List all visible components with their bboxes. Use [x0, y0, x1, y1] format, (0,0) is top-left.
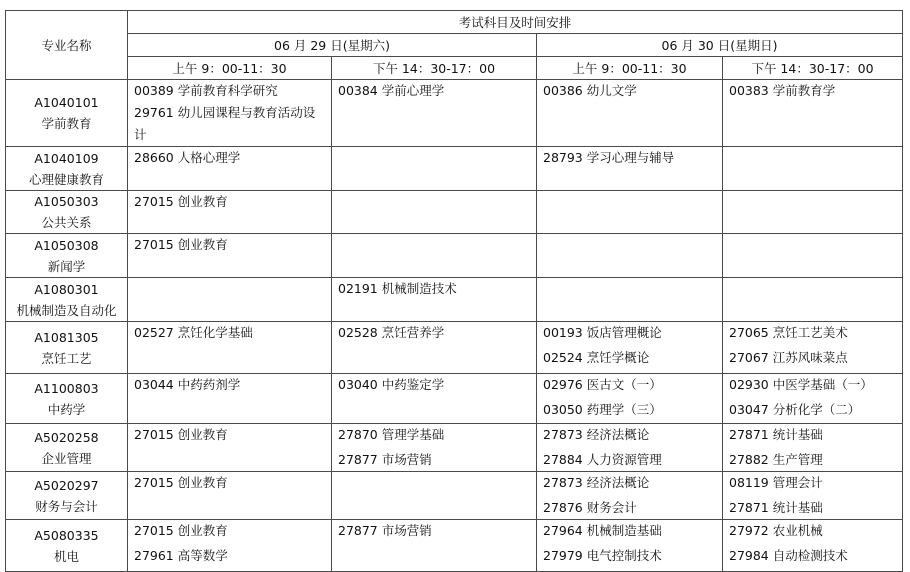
- exam-subject: 27870 管理学基础: [338, 427, 445, 442]
- exam-subject: 27015 创业教育: [134, 475, 228, 490]
- table-row: [6, 80, 903, 147]
- schedule-cell: [332, 234, 537, 278]
- table-row: [6, 278, 903, 322]
- exam-subject: 27015 创业教育: [134, 427, 228, 442]
- exam-schedule-table: [5, 10, 903, 572]
- major-cell: [6, 234, 128, 278]
- schedule-cell: [723, 520, 903, 572]
- exam-subject: 27015 创业教育: [134, 237, 228, 252]
- exam-subject: 02191 机械制造技术: [338, 281, 457, 296]
- major-cell: [6, 147, 128, 191]
- schedule-cell: [332, 278, 537, 322]
- table-row: [6, 424, 903, 472]
- exam-subject: 27871 统计基础: [729, 427, 823, 442]
- day1-am-header: 上午 9：00-11：30: [128, 57, 332, 80]
- schedule-cell: [537, 234, 723, 278]
- major-cell: [6, 322, 128, 374]
- day1-pm-header: 下午 14：30-17：00: [332, 57, 537, 80]
- exam-subject: 27877 市场营销: [338, 452, 432, 467]
- major-code: A1100803: [34, 380, 99, 396]
- schedule-cell: [128, 322, 332, 374]
- schedule-cell: [537, 147, 723, 191]
- major-cell: [6, 472, 128, 520]
- schedule-cell: [332, 147, 537, 191]
- major-cell: [6, 80, 128, 147]
- major-cell: [6, 520, 128, 572]
- major-name: 机电: [53, 548, 79, 564]
- table-row: [6, 472, 903, 520]
- major-name: 财务与会计: [35, 498, 98, 514]
- schedule-cell: [537, 278, 723, 322]
- major-cell: [6, 278, 128, 322]
- schedule-cell: [332, 472, 537, 520]
- schedule-cell: [128, 147, 332, 191]
- schedule-cell: [537, 322, 723, 374]
- exam-subject: 08119 管理会计: [729, 475, 823, 490]
- schedule-group-header: 考试科目及时间安排: [128, 11, 903, 34]
- exam-subject: 27984 自动检测技术: [729, 548, 848, 563]
- day2-pm-header: 下午 14：30-17：00: [723, 57, 903, 80]
- exam-subject: 00389 学前教育科学研究: [134, 83, 278, 98]
- schedule-cell: [537, 374, 723, 424]
- exam-subject: 27015 创业教育: [134, 194, 228, 209]
- schedule-cell: [537, 472, 723, 520]
- exam-subject: 27876 财务会计: [543, 500, 637, 515]
- major-cell: [6, 191, 128, 234]
- major-code: A1081305: [34, 329, 99, 345]
- major-cell: [6, 424, 128, 472]
- schedule-cell: [537, 191, 723, 234]
- exam-subject: 27979 电气控制技术: [543, 548, 662, 563]
- schedule-cell: [723, 278, 903, 322]
- exam-subject: 00386 幼儿文学: [543, 83, 637, 98]
- major-cell: [6, 374, 128, 424]
- exam-subject: 02976 医古文（一）: [543, 377, 662, 392]
- day2-header: 06 月 30 日(星期日): [537, 34, 903, 57]
- exam-subject: 27972 农业机械: [729, 523, 823, 538]
- exam-subject: 27067 江苏风味菜点: [729, 350, 848, 365]
- exam-subject: 27015 创业教育: [134, 523, 228, 538]
- exam-subject: 27873 经济法概论: [543, 475, 650, 490]
- exam-subject: 00383 学前教育学: [729, 83, 836, 98]
- exam-subject: 27871 统计基础: [729, 500, 823, 515]
- exam-subject: 27884 人力资源管理: [543, 452, 662, 467]
- major-code: A1040101: [34, 95, 99, 110]
- major-name: 学前教育: [41, 116, 92, 131]
- table-row: [6, 234, 903, 278]
- major-header: 专业名称: [6, 11, 128, 80]
- schedule-cell: [723, 147, 903, 191]
- table-row: [6, 322, 903, 374]
- major-name: 新闻学: [47, 258, 86, 274]
- schedule-cell: [723, 80, 903, 147]
- schedule-cell: [537, 520, 723, 572]
- exam-subject: 27964 机械制造基础: [543, 523, 662, 538]
- major-code: A5080335: [34, 527, 99, 543]
- major-code: A1050308: [34, 237, 99, 253]
- schedule-cell: [537, 424, 723, 472]
- major-name: 企业管理: [41, 450, 92, 466]
- exam-subject: 03044 中药药剂学: [134, 377, 241, 392]
- schedule-cell: [128, 234, 332, 278]
- major-name: 心理健康教育: [28, 171, 104, 187]
- schedule-cell: [723, 424, 903, 472]
- schedule-cell: [332, 424, 537, 472]
- exam-subject: 27882 生产管理: [729, 452, 823, 467]
- schedule-cell: [128, 520, 332, 572]
- schedule-cell: [723, 234, 903, 278]
- exam-subject: 02527 烹饪化学基础: [134, 325, 253, 340]
- schedule-cell: [128, 278, 332, 322]
- exam-subject: 02930 中医学基础（一）: [729, 377, 873, 392]
- schedule-cell: [332, 520, 537, 572]
- major-code: A5020297: [34, 477, 99, 493]
- major-name: 机械制造及自动化: [16, 302, 117, 318]
- exam-subject: 28660 人格心理学: [134, 150, 241, 165]
- major-code: A1080301: [34, 281, 99, 297]
- exam-subject: 27877 市场营销: [338, 523, 432, 538]
- exam-subject: 03040 中药鉴定学: [338, 377, 445, 392]
- schedule-cell: [723, 322, 903, 374]
- exam-subject: 27961 高等数学: [134, 548, 228, 563]
- exam-subject: 27873 经济法概论: [543, 427, 650, 442]
- schedule-cell: [723, 374, 903, 424]
- schedule-cell: [128, 80, 332, 147]
- major-name: 公共关系: [41, 215, 92, 230]
- schedule-cell: [723, 472, 903, 520]
- exam-subject: 00384 学前心理学: [338, 83, 445, 98]
- exam-subject: 28793 学习心理与辅导: [543, 150, 675, 165]
- table-row: [6, 520, 903, 572]
- schedule-cell: [332, 322, 537, 374]
- schedule-cell: [128, 472, 332, 520]
- table-row: [6, 374, 903, 424]
- table-row: [6, 147, 903, 191]
- exam-subject: 27065 烹饪工艺美术: [729, 325, 848, 340]
- schedule-cell: [332, 191, 537, 234]
- day1-header: 06 月 29 日(星期六): [128, 34, 537, 57]
- major-name: 中药学: [47, 401, 86, 417]
- major-code: A1040109: [34, 150, 99, 166]
- schedule-body: [6, 80, 903, 572]
- exam-subject: 02528 烹饪营养学: [338, 325, 445, 340]
- schedule-cell: [332, 374, 537, 424]
- schedule-cell: [537, 80, 723, 147]
- exam-subject: 02524 烹饪学概论: [543, 350, 650, 365]
- major-code: A1050303: [34, 194, 99, 209]
- schedule-cell: [128, 191, 332, 234]
- major-code: A5020258: [34, 429, 99, 445]
- exam-subject: 03050 药理学（三）: [543, 402, 662, 417]
- schedule-cell: [128, 424, 332, 472]
- exam-subject: 03047 分析化学（二）: [729, 402, 861, 417]
- table-row: [6, 191, 903, 234]
- schedule-cell: [332, 80, 537, 147]
- schedule-cell: [128, 374, 332, 424]
- major-name: 烹饪工艺: [41, 350, 92, 366]
- exam-subject: 00193 饭店管理概论: [543, 325, 662, 340]
- schedule-cell: [723, 191, 903, 234]
- day2-am-header: 上午 9：00-11：30: [537, 57, 723, 80]
- exam-subject: 29761 幼儿园课程与教育活动设计: [134, 105, 316, 142]
